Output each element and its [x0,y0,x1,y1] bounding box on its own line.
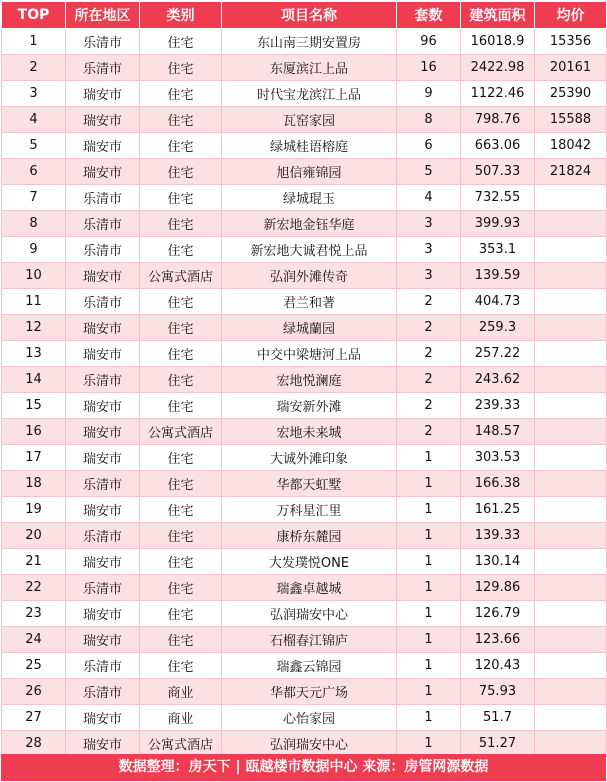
units-cell: 3 [397,211,461,237]
floor-area-cell: 243.62 [461,367,535,393]
rank-cell: 13 [2,341,66,367]
floor-area-cell: 798.76 [461,107,535,133]
project-name-cell: 绿城琨玉 [222,185,397,211]
avg-price-cell: 18042 [535,133,607,159]
rank-cell: 25 [2,653,66,679]
rank-cell: 3 [2,81,66,107]
table-row [2,341,607,367]
header-category: 类别 [140,2,222,29]
units-cell: 2 [397,289,461,315]
units-cell: 2 [397,393,461,419]
floor-area-cell: 1122.46 [461,81,535,107]
table-row [2,497,607,523]
region-cell: 瑞安市 [66,263,140,289]
avg-price-cell [535,601,607,627]
rank-cell: 4 [2,107,66,133]
region-cell: 瑞安市 [66,133,140,159]
region-cell: 瑞安市 [66,315,140,341]
region-cell: 乐清市 [66,185,140,211]
floor-area-cell: 126.79 [461,601,535,627]
floor-area-cell: 259.3 [461,315,535,341]
category-cell: 公寓式酒店 [140,263,222,289]
region-cell: 瑞安市 [66,81,140,107]
table-row [2,523,607,549]
rank-cell: 2 [2,55,66,81]
table-row [2,601,607,627]
floor-area-cell: 239.33 [461,393,535,419]
region-cell: 乐清市 [66,679,140,705]
avg-price-cell [535,341,607,367]
category-cell: 住宅 [140,81,222,107]
floor-area-cell: 732.55 [461,185,535,211]
table-row [2,731,607,757]
region-cell: 瑞安市 [66,731,140,757]
project-name-cell: 瑞安新外滩 [222,393,397,419]
table-row [2,185,607,211]
project-name-cell: 弘润瑞安中心 [222,601,397,627]
project-name-cell: 心怡家园 [222,705,397,731]
avg-price-cell [535,523,607,549]
table-row [2,263,607,289]
units-cell: 5 [397,159,461,185]
units-cell: 1 [397,705,461,731]
region-cell: 瑞安市 [66,159,140,185]
category-cell: 住宅 [140,497,222,523]
region-cell: 瑞安市 [66,107,140,133]
rank-cell: 16 [2,419,66,445]
floor-area-cell: 51.27 [461,731,535,757]
rank-cell: 14 [2,367,66,393]
category-cell: 住宅 [140,601,222,627]
region-cell: 乐清市 [66,289,140,315]
avg-price-cell [535,237,607,263]
floor-area-cell: 161.25 [461,497,535,523]
floor-area-cell: 257.22 [461,341,535,367]
region-cell: 瑞安市 [66,601,140,627]
sales-ranking-table [1,1,607,757]
table-row [2,653,607,679]
table-row [2,471,607,497]
region-cell: 乐清市 [66,575,140,601]
region-cell: 瑞安市 [66,393,140,419]
category-cell: 住宅 [140,575,222,601]
region-cell: 乐清市 [66,653,140,679]
category-cell: 住宅 [140,393,222,419]
category-cell: 住宅 [140,445,222,471]
units-cell: 3 [397,263,461,289]
avg-price-cell [535,679,607,705]
table-row [2,315,607,341]
table-row [2,419,607,445]
rank-cell: 11 [2,289,66,315]
project-name-cell: 宏地未来城 [222,419,397,445]
units-cell: 3 [397,237,461,263]
table-row [2,55,607,81]
floor-area-cell: 507.33 [461,159,535,185]
rank-cell: 9 [2,237,66,263]
category-cell: 住宅 [140,133,222,159]
category-cell: 商业 [140,705,222,731]
rank-cell: 5 [2,133,66,159]
category-cell: 住宅 [140,341,222,367]
project-name-cell: 东厦滨江上品 [222,55,397,81]
avg-price-cell [535,497,607,523]
project-name-cell: 大诚外滩印象 [222,445,397,471]
header-project-name: 项目名称 [222,2,397,29]
table-row [2,705,607,731]
avg-price-cell [535,211,607,237]
avg-price-cell [535,575,607,601]
floor-area-cell: 353.1 [461,237,535,263]
table-body [2,29,607,757]
floor-area-cell: 130.14 [461,549,535,575]
category-cell: 住宅 [140,367,222,393]
project-name-cell: 石榴春江锦庐 [222,627,397,653]
rank-cell: 28 [2,731,66,757]
units-cell: 1 [397,601,461,627]
region-cell: 瑞安市 [66,549,140,575]
project-name-cell: 华都天元广场 [222,679,397,705]
rank-cell: 1 [2,29,66,55]
units-cell: 16 [397,55,461,81]
units-cell: 9 [397,81,461,107]
category-cell: 商业 [140,679,222,705]
rank-cell: 22 [2,575,66,601]
header-avg-price: 均价 [535,2,607,29]
floor-area-cell: 663.06 [461,133,535,159]
region-cell: 乐清市 [66,55,140,81]
units-cell: 2 [397,341,461,367]
region-cell: 瑞安市 [66,627,140,653]
units-cell: 96 [397,29,461,55]
project-name-cell: 时代宝龙滨江上品 [222,81,397,107]
units-cell: 1 [397,627,461,653]
floor-area-cell: 148.57 [461,419,535,445]
units-cell: 1 [397,497,461,523]
units-cell: 4 [397,185,461,211]
floor-area-cell: 139.33 [461,523,535,549]
region-cell: 瑞安市 [66,419,140,445]
units-cell: 1 [397,523,461,549]
avg-price-cell [535,471,607,497]
table-row [2,289,607,315]
avg-price-cell [535,393,607,419]
table-row [2,393,607,419]
table-row [2,133,607,159]
table-row [2,211,607,237]
avg-price-cell [535,367,607,393]
rank-cell: 23 [2,601,66,627]
table-row [2,29,607,55]
avg-price-cell [535,731,607,757]
floor-area-cell: 75.93 [461,679,535,705]
table-row [2,237,607,263]
category-cell: 住宅 [140,211,222,237]
units-cell: 2 [397,367,461,393]
project-name-cell: 弘润瑞安中心 [222,731,397,757]
category-cell: 公寓式酒店 [140,731,222,757]
region-cell: 瑞安市 [66,497,140,523]
units-cell: 8 [397,107,461,133]
avg-price-cell: 20161 [535,55,607,81]
table-header-row [2,2,607,29]
project-name-cell: 弘润外滩传奇 [222,263,397,289]
project-name-cell: 万科星汇里 [222,497,397,523]
region-cell: 乐清市 [66,523,140,549]
avg-price-cell [535,263,607,289]
table-row [2,575,607,601]
project-name-cell: 中交中梁塘河上品 [222,341,397,367]
header-floor-area: 建筑面积 [461,2,535,29]
rank-cell: 18 [2,471,66,497]
floor-area-cell: 404.73 [461,289,535,315]
category-cell: 公寓式酒店 [140,419,222,445]
region-cell: 乐清市 [66,237,140,263]
floor-area-cell: 399.93 [461,211,535,237]
units-cell: 1 [397,731,461,757]
project-name-cell: 君兰和著 [222,289,397,315]
region-cell: 瑞安市 [66,705,140,731]
project-name-cell: 大发璞悦ONE [222,549,397,575]
avg-price-cell [535,185,607,211]
project-name-cell: 东山南三期安置房 [222,29,397,55]
category-cell: 住宅 [140,107,222,133]
project-name-cell: 华都天虹墅 [222,471,397,497]
avg-price-cell [535,289,607,315]
floor-area-cell: 16018.9 [461,29,535,55]
project-name-cell: 瓦窑家园 [222,107,397,133]
table-row [2,107,607,133]
source-footer: 数据整理：房天下 | 瓯越楼市数据中心 来源：房管网源数据 [1,754,606,781]
units-cell: 1 [397,445,461,471]
units-cell: 6 [397,133,461,159]
project-name-cell: 绿城蘭园 [222,315,397,341]
region-cell: 瑞安市 [66,445,140,471]
category-cell: 住宅 [140,185,222,211]
project-name-cell: 绿城桂语榕庭 [222,133,397,159]
units-cell: 1 [397,575,461,601]
avg-price-cell [535,627,607,653]
rank-cell: 20 [2,523,66,549]
floor-area-cell: 120.43 [461,653,535,679]
rank-cell: 26 [2,679,66,705]
project-name-cell: 瑞鑫云锦园 [222,653,397,679]
category-cell: 住宅 [140,627,222,653]
category-cell: 住宅 [140,471,222,497]
floor-area-cell: 129.86 [461,575,535,601]
rank-cell: 21 [2,549,66,575]
avg-price-cell [535,549,607,575]
table-row [2,445,607,471]
project-name-cell: 康桥东麓园 [222,523,397,549]
rank-cell: 24 [2,627,66,653]
floor-area-cell: 166.38 [461,471,535,497]
rank-cell: 8 [2,211,66,237]
avg-price-cell: 15588 [535,107,607,133]
floor-area-cell: 51.7 [461,705,535,731]
header-region: 所在地区 [66,2,140,29]
project-name-cell: 新宏地大诚君悦上品 [222,237,397,263]
category-cell: 住宅 [140,315,222,341]
rank-cell: 12 [2,315,66,341]
floor-area-cell: 123.66 [461,627,535,653]
avg-price-cell: 25390 [535,81,607,107]
project-name-cell: 宏地悦澜庭 [222,367,397,393]
floor-area-cell: 303.53 [461,445,535,471]
category-cell: 住宅 [140,29,222,55]
header-units: 套数 [397,2,461,29]
project-name-cell: 新宏地金钰华庭 [222,211,397,237]
category-cell: 住宅 [140,159,222,185]
rank-cell: 6 [2,159,66,185]
units-cell: 1 [397,653,461,679]
rank-cell: 27 [2,705,66,731]
floor-area-cell: 139.59 [461,263,535,289]
category-cell: 住宅 [140,653,222,679]
table-row [2,367,607,393]
rank-cell: 19 [2,497,66,523]
table-row [2,679,607,705]
avg-price-cell: 21824 [535,159,607,185]
region-cell: 乐清市 [66,29,140,55]
avg-price-cell [535,315,607,341]
avg-price-cell [535,445,607,471]
avg-price-cell [535,419,607,445]
units-cell: 2 [397,419,461,445]
units-cell: 1 [397,471,461,497]
header-top: TOP [2,2,66,29]
units-cell: 2 [397,315,461,341]
rank-cell: 17 [2,445,66,471]
region-cell: 乐清市 [66,367,140,393]
category-cell: 住宅 [140,549,222,575]
table-row [2,159,607,185]
units-cell: 1 [397,679,461,705]
category-cell: 住宅 [140,523,222,549]
project-name-cell: 瑞鑫卓越城 [222,575,397,601]
floor-area-cell: 2422.98 [461,55,535,81]
category-cell: 住宅 [140,237,222,263]
table-row [2,549,607,575]
avg-price-cell [535,653,607,679]
avg-price-cell [535,705,607,731]
table-row [2,81,607,107]
category-cell: 住宅 [140,55,222,81]
region-cell: 瑞安市 [66,341,140,367]
region-cell: 乐清市 [66,471,140,497]
avg-price-cell: 15356 [535,29,607,55]
units-cell: 1 [397,549,461,575]
table-row [2,627,607,653]
category-cell: 住宅 [140,289,222,315]
project-name-cell: 旭信雍锦园 [222,159,397,185]
rank-cell: 7 [2,185,66,211]
rank-cell: 15 [2,393,66,419]
region-cell: 乐清市 [66,211,140,237]
rank-cell: 10 [2,263,66,289]
